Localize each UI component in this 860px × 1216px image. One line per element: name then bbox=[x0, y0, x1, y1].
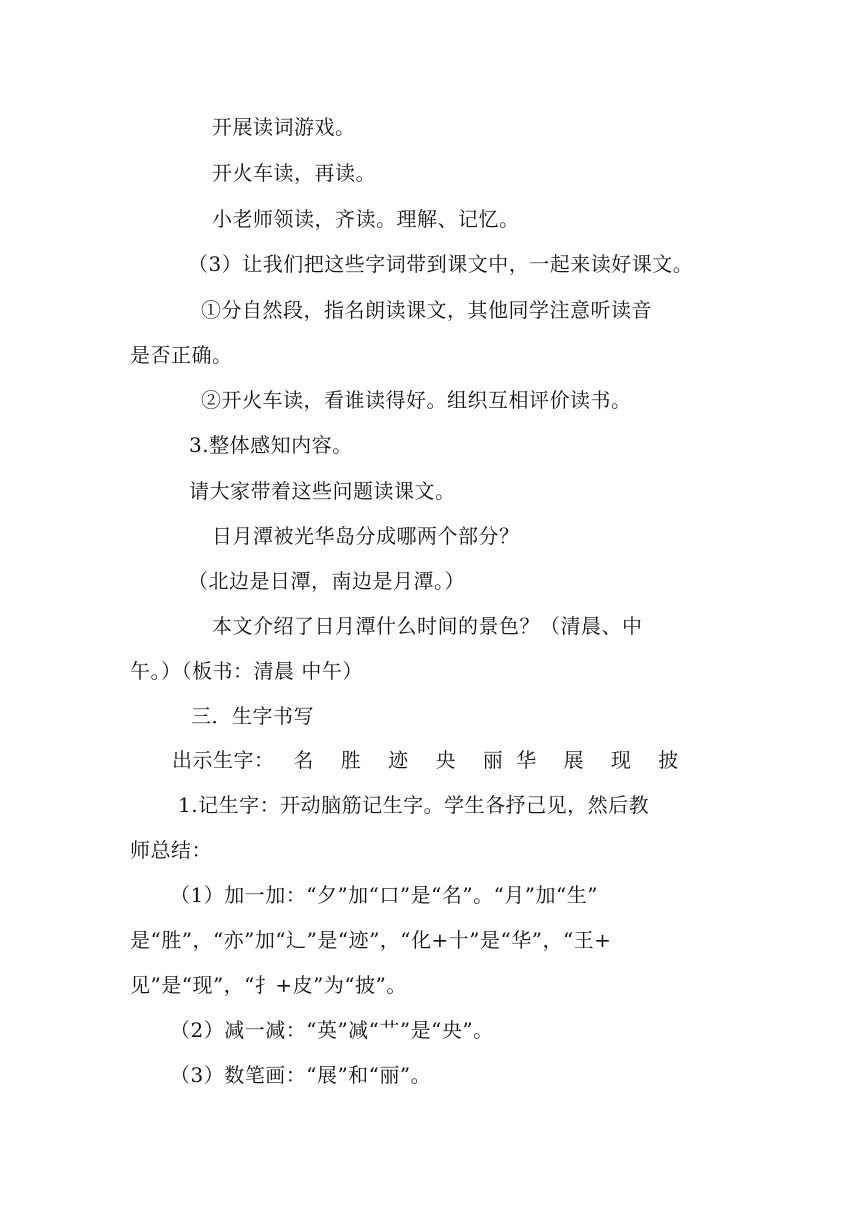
paragraph-line: 师总结： bbox=[130, 838, 212, 862]
character-item: 披 bbox=[658, 748, 679, 772]
paragraph-line: 请大家带着这些问题读课文。 bbox=[189, 479, 456, 503]
character-item: 展 bbox=[563, 748, 585, 772]
paragraph-line: 见”是“现”，“扌+皮”为“披”。 bbox=[130, 973, 407, 997]
paragraph-line: （3）数笔画：“展”和“丽”。 bbox=[170, 1063, 432, 1087]
new-characters-row bbox=[172, 748, 679, 772]
character-item: 胜 bbox=[340, 748, 362, 772]
character-item: 迹 bbox=[388, 748, 409, 772]
paragraph-line: 是否正确。 bbox=[130, 343, 233, 367]
question-line: 本文介绍了日月潭什么时间的景色？（清晨、中 bbox=[212, 614, 643, 638]
character-item: 现 bbox=[610, 748, 632, 772]
question-line: 日月潭被光华岛分成哪两个部分？ bbox=[212, 524, 520, 548]
section-heading: 三．生字书写 bbox=[191, 704, 314, 728]
paragraph-line: （3）让我们把这些字词带到课文中，一起来读好课文。 bbox=[188, 252, 694, 276]
section-heading: 3.整体感知内容。 bbox=[189, 433, 353, 457]
paragraph-line: 1.记生字：开动脑筋记生字。学生各抒己见，然后教 bbox=[178, 793, 650, 817]
paragraph-line: ②开火车读，看谁读得好。组织互相评价读书。 bbox=[201, 388, 632, 412]
new-characters-label: 出示生字： bbox=[172, 748, 275, 772]
character-item: 名 bbox=[293, 748, 314, 772]
paragraph-line: 开火车读，再读。 bbox=[212, 161, 376, 185]
paragraph-line: （1）加一加：“夕”加“口”是“名”。“月”加“生” bbox=[170, 883, 598, 907]
paragraph-line: ①分自然段，指名朗读课文，其他同学注意听读音 bbox=[201, 298, 652, 322]
paragraph-line: 小老师领读，齐读。理解、记忆。 bbox=[212, 207, 520, 231]
paragraph-line: （2）减一减：“英”减“艹”是“央”。 bbox=[170, 1018, 494, 1042]
paragraph-line: 是“胜”，“亦”加“辶”是“迹”，“化+十”是“华”，“王+ bbox=[130, 928, 612, 952]
character-item: 央 bbox=[435, 748, 456, 772]
paragraph-line: 午。）（板书：清晨 中午） bbox=[130, 659, 363, 683]
character-item: 华 bbox=[516, 748, 537, 772]
answer-line: （北边是日潭，南边是月潭。） bbox=[188, 569, 465, 593]
paragraph-line: 开展读词游戏。 bbox=[212, 115, 356, 139]
character-item: 丽 bbox=[482, 748, 504, 772]
